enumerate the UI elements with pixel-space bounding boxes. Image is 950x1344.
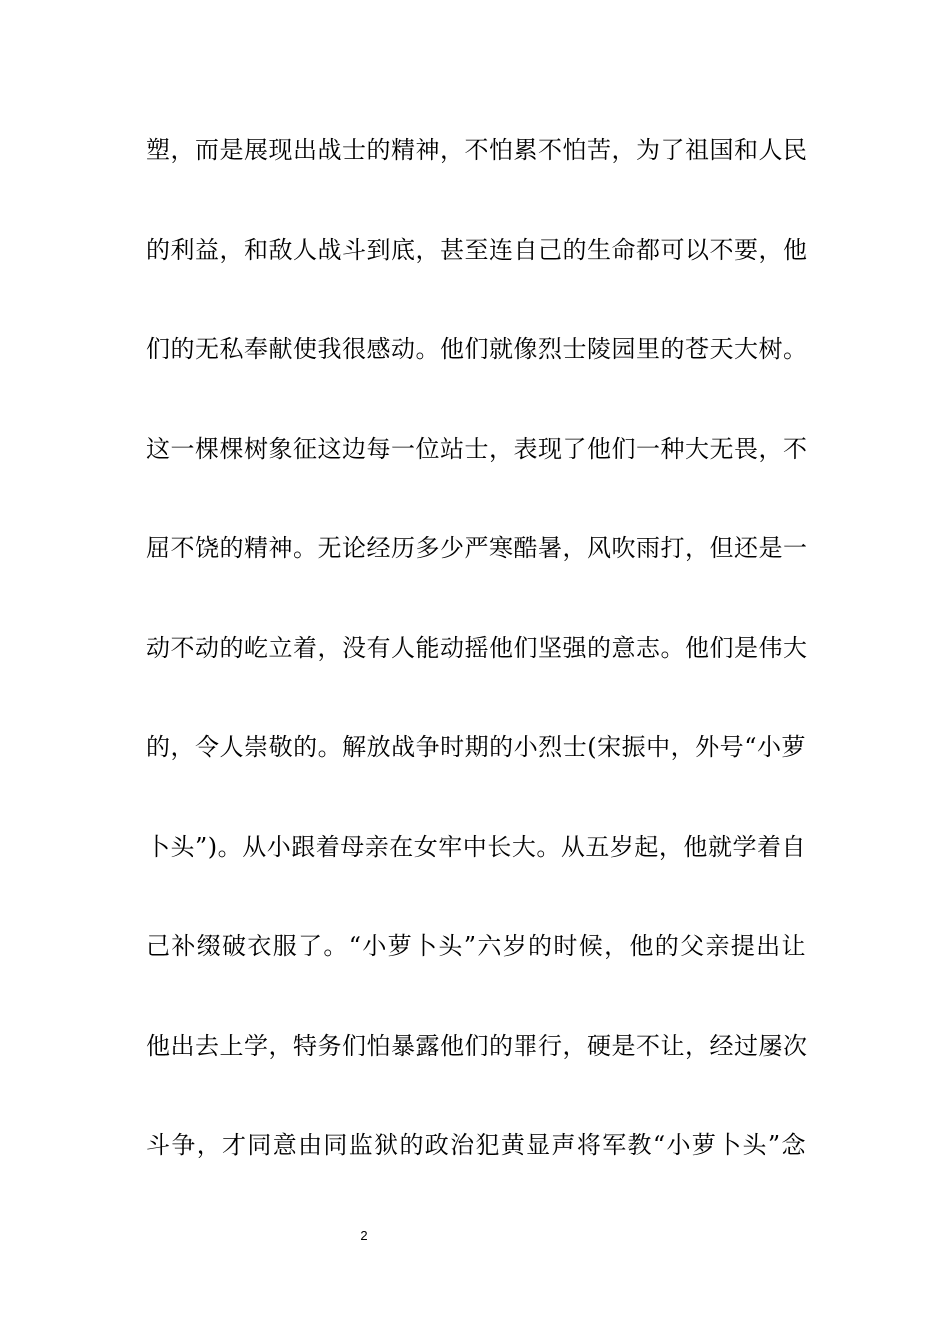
text-line: 斗争，才同意由同监狱的政治犯黄显声将军教“小萝卜头”念 — [146, 1131, 806, 1159]
body-text — [146, 130, 806, 1225]
page-number: 2 — [360, 1228, 368, 1243]
text-line: 们的无私奉献使我很感动。他们就像烈士陵园里的苍天大树。 — [146, 335, 808, 363]
text-line: 他出去上学，特务们怕暴露他们的罪行，硬是不让，经过屡次 — [146, 1031, 808, 1060]
text-line: 动不动的屹立着，没有人能动摇他们坚强的意志。他们是伟大 — [146, 633, 808, 662]
text-line: 这一棵棵树象征这边每一位站士，表现了他们一种大无畏，不 — [146, 434, 808, 463]
text-line: 卜头”)。从小跟着母亲在女牢中长大。从五岁起，他就学着自 — [146, 832, 806, 861]
text-line: 的，令人崇敬的。解放战争时期的小烈士(宋振中，外号“小萝 — [146, 733, 806, 761]
text-line: 己补缀破衣服了。“小萝卜头”六岁的时候，他的父亲提出让 — [146, 932, 806, 960]
text-line: 屈不饶的精神。无论经历多少严寒酷暑，风吹雨打，但还是一 — [146, 534, 808, 562]
text-line: 塑，而是展现出战士的精神，不怕累不怕苦，为了祖国和人民 — [146, 136, 808, 164]
text-line: 的利益，和敌人战斗到底，甚至连自己的生命都可以不要，他 — [146, 235, 808, 264]
